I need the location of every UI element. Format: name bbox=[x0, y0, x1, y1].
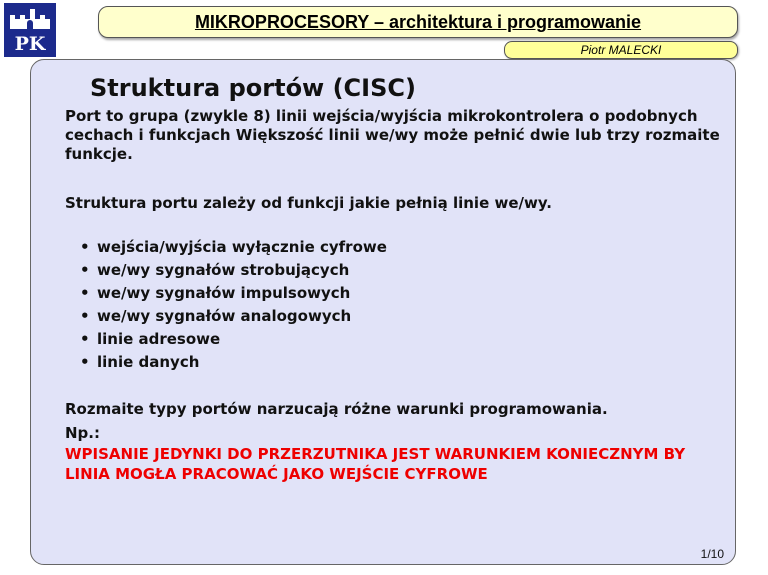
port-function-list bbox=[80, 236, 387, 374]
page-number: 1/10 bbox=[700, 547, 724, 561]
list-item: • linie adresowe bbox=[80, 328, 387, 351]
list-item: • we/wy sygnałów analogowych bbox=[80, 305, 387, 328]
author-name: Piotr MALECKI bbox=[580, 43, 662, 57]
requirements-paragraph: Rozmaite typy portów narzucają różne warunki programowania. bbox=[65, 400, 608, 418]
list-item: • wejścia/wyjścia wyłącznie cyfrowe bbox=[80, 236, 387, 259]
logo-text: PK bbox=[14, 33, 46, 55]
header-title: MIKROPROCESORY – architektura i programowanie bbox=[194, 11, 642, 32]
pk-logo-icon bbox=[4, 3, 56, 57]
warning-text: WPISANIE JEDYNKI DO PRZERZUTNIKA JEST WARUNKIEM KONIECZNYM BY LINIA MOGŁA PRACOWAĆ JAKO WEJŚCIE CYFROWE bbox=[65, 445, 686, 483]
slide-title: Struktura portów (CISC) bbox=[90, 74, 416, 102]
list-item: • linie danych bbox=[80, 351, 387, 374]
author-bar bbox=[504, 41, 738, 59]
list-item: • we/wy sygnałów impulsowych bbox=[80, 282, 387, 305]
header-title-bar bbox=[98, 6, 738, 38]
intro-paragraph: Port to grupa (zwykle 8) linii wejścia/wyjścia mikrokontrolera o podobnych cechach i funkcjach Większość linii we/wy może pełnić dwie lub trzy rozmaite funkcje. bbox=[65, 107, 720, 163]
structure-paragraph: Struktura portu zależy od funkcji jakie pełnią linie we/wy. bbox=[65, 194, 552, 212]
list-item: • we/wy sygnałów strobujących bbox=[80, 259, 387, 282]
example-label: Np.: bbox=[65, 424, 100, 442]
